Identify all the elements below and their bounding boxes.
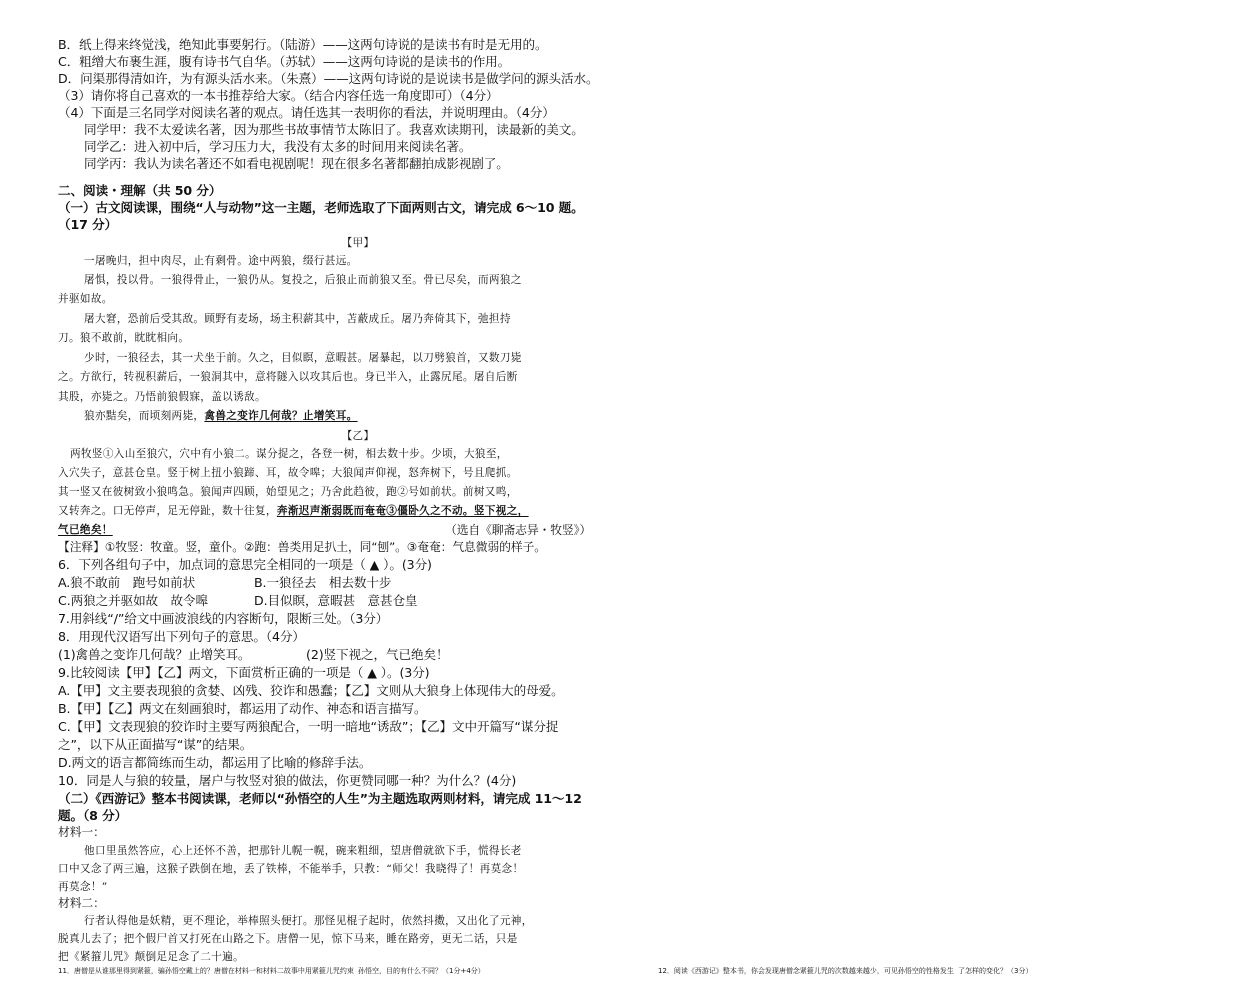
material1-line2: 口中又念了两三遍，这猴子跌倒在地，丢了铁棒，不能举手，只教：“师父！我晓得了！再莫念！ <box>58 863 524 875</box>
part1-intro-line1: （一）古文阅读课，围绕“人与动物”这一主题，老师选取了下面两则古文，请完成 6～10 题。 <box>58 200 584 215</box>
yi-line2: 入穴失子，意甚仓皇。竖于树上扭小狼蹄、耳，故令嗥；大狼闻声仰视，怒奔树下，号且爬抓。 <box>58 467 518 479</box>
jia-p1: 一屠晚归，担中肉尽，止有剩骨。途中两狼，缀行甚远。 <box>84 255 358 267</box>
q8-sentence-1: (1)禽兽之变诈几何哉？止增笑耳。 <box>58 647 251 662</box>
jia-p5-underlined: 禽兽之变诈几何哉？止增笑耳。 <box>204 410 358 422</box>
material2-line3: 把《紧箍儿咒》颠倒足足念了二十遍。 <box>58 951 245 963</box>
yi-line3: 其一竖又在彼树致小狼鸣急。狼闻声四顾，始望见之；乃舍此趋彼，跑②号如前状。前树又鸣， <box>58 486 518 498</box>
q8-stem: 8．用现代汉语写出下列句子的意思。（4分） <box>58 629 305 644</box>
q8-sentences <box>58 647 658 663</box>
q3-sub3: （3）请你将自己喜欢的一本书推荐给大家。（结合内容任选一角度即可）（4分） <box>58 88 499 103</box>
student-a-view: 同学甲：我不太爱读名著，因为那些书故事情节太陈旧了。我喜欢读期刊，读最新的美文。 <box>84 122 584 137</box>
q7: 7.用斜线“/”给文中画波浪线的内容断句，限断三处。（3分） <box>58 611 389 626</box>
yi-source: （选自《聊斋志异・牧竖》） <box>445 523 592 537</box>
material1-label: 材料一： <box>58 825 105 839</box>
yi-line1: 两牧竖①入山至狼穴，穴中有小狼二。谋分捉之，各登一树，相去数十步。少顷，大狼至， <box>70 448 508 460</box>
material2-line2: 脱真儿去了；把个假尸首又打死在山路之下。唐僧一见，惊下马来，睡在路旁，更无二话，只是 <box>58 933 518 945</box>
q9-option-c-line1: C.【甲】文表现狼的狡诈时主要写两狼配合，一明一暗地“诱敌”；【乙】文中开篇写“谋分捉 <box>58 719 559 734</box>
q6-option-c: C.两狼之并驱如故 故令嗥 <box>58 593 209 608</box>
q10: 10．同是人与狼的较量，屠户与牧竖对狼的做法，你更赞同哪一种？为什么？(4分) <box>58 773 517 788</box>
part2-intro-line2: 题。（8 分） <box>58 808 128 823</box>
material2-line1: 行者认得他是妖精，更不理论，举棒照头便打。那怪见棍子起时，依然抖擞，又出化了元神， <box>84 915 533 927</box>
jia-p3-line1: 屠大窘，恐前后受其敌。顾野有麦场，场主积薪其中，苫蔽成丘。屠乃奔倚其下，弛担持 <box>84 313 511 325</box>
q3-option-c: C．粗缯大布裹生涯，腹有诗书气自华。（苏轼）——这两句诗说的是读书的作用。 <box>58 54 511 69</box>
q12-line2: 了怎样的变化？（3分） <box>958 967 1033 975</box>
q3-option-b: B．纸上得来终觉浅，绝知此事要躬行。（陆游）——这两句诗说的是读书有时是无用的。 <box>58 37 548 52</box>
part1-intro-line2: （17 分） <box>58 217 118 232</box>
q3-sub4: （4）下面是三名同学对阅读名著的观点。请任选其一表明你的看法，并说明理由。（4分） <box>58 105 555 120</box>
q9-option-c-line2: 之”，以下从正面描写“谋”的结果。 <box>58 737 253 752</box>
material2-label: 材料二： <box>58 896 105 910</box>
q6-option-b: B.一狼径去 相去数十步 <box>254 575 392 590</box>
q8-sentence-2: (2)竖下视之，气已绝矣！ <box>306 647 449 662</box>
q11-line2: 孙悟空，目的有什么不同？（1分+4分） <box>358 967 485 975</box>
q6-option-d: D.目似瞑，意暇甚 意甚仓皇 <box>254 593 418 608</box>
section2-title: 二、阅读・理解（共 50 分） <box>58 183 222 198</box>
jia-p4-line2: 之。方欲行，转视积薪后，一狼洞其中，意将隧入以攻其后也。身已半入，止露尻尾。屠自后断 <box>58 371 518 383</box>
jia-p5 <box>84 408 684 424</box>
yi-line4-plain: 又转奔之。口无停声，足无停趾，数十往复， <box>58 505 277 517</box>
q6-option-a: A.狼不敢前 跑号如前状 <box>58 575 196 590</box>
yi-notes: 【注释】①牧竖：牧童。竖，童仆。②跑：兽类用足扒土，同“刨”。③奄奄：气息微弱的样子。 <box>58 540 546 554</box>
yi-line4 <box>58 503 658 519</box>
jia-p3-line2: 刀。狼不敢前，眈眈相向。 <box>58 332 190 344</box>
q9-option-a: A.【甲】文主要表现狼的贪婪、凶残、狡诈和愚蠢；【乙】文则从大狼身上体现伟大的母爱。 <box>58 683 564 698</box>
yi-line5-underlined: 气已绝矣！ <box>58 524 113 536</box>
q6-stem: 6．下列各组句子中，加点词的意思完全相同的一项是（ ▲ ）。(3分) <box>58 557 432 572</box>
material1-line1: 他口里虽然答应，心上还怀不善，把那针儿幌一幌，碗来粗细，望唐僧就欲下手，慌得长老 <box>84 845 522 857</box>
text-yi-heading: 【乙】 <box>341 430 375 442</box>
q3-option-d: D．问渠那得清如许，为有源头活水来。（朱熹）——这两句诗说的是说读书是做学问的源头活水。 <box>58 71 599 86</box>
yi-line4-underlined: 奔渐迟声渐弱既而奄奄③僵卧久之不动。竖下视之， <box>276 505 529 517</box>
jia-p2-line1: 屠惧，投以骨。一狼得骨止，一狼仍从。复投之，后狼止而前狼又至。骨已尽矣，而两狼之 <box>84 274 522 286</box>
q6-ab <box>58 575 658 591</box>
q11-q12-block <box>58 967 1033 983</box>
student-c-view: 同学丙：我认为读名著还不如看电视剧呢！现在很多名著都翻拍成影视剧了。 <box>84 156 509 171</box>
q9-option-d: D.两文的语言都简练而生动，都运用了比喻的修辞手法。 <box>58 755 372 770</box>
q9-option-b: B.【甲】【乙】两文在刻画狼时，都运用了动作、神态和语言描写。 <box>58 701 427 716</box>
q6-cd <box>58 593 658 609</box>
jia-p5-plain: 狼亦黠矣，而顷刻两毙， <box>84 410 205 422</box>
jia-p4-line3: 其股，亦毙之。乃悟前狼假寐，盖以诱敌。 <box>58 391 266 403</box>
q12-line1: 12．阅读《西游记》整本书，你会发现唐僧念紧箍儿咒的次数越来越少，可见孙悟空的性格发生 <box>658 967 954 975</box>
material1-line3: 再莫念！” <box>58 881 108 893</box>
q9-stem: 9.比较阅读【甲】【乙】两文，下面赏析正确的一项是（ ▲ ）。(3分) <box>58 665 430 680</box>
text-jia-heading: 【甲】 <box>341 237 375 249</box>
jia-p4-line1: 少时，一狼径去，其一犬坐于前。久之，目似瞑，意暇甚。屠暴起，以刀劈狼首，又数刀毙 <box>84 352 522 364</box>
jia-p2-line2: 并驱如故。 <box>58 293 113 305</box>
q11-line1: 11．唐僧是从谁那里得到紧箍，骗孙悟空戴上的？唐僧在材料一和材料二故事中用紧箍儿咒约束 <box>58 967 354 975</box>
part2-intro-line1: （二）《西游记》整本书阅读课，老师以“孙悟空的人生”为主题选取两则材料，请完成 11～12 <box>58 791 582 806</box>
student-b-view: 同学乙：进入初中后，学习压力大，我没有太多的时间用来阅读名著。 <box>84 139 472 154</box>
